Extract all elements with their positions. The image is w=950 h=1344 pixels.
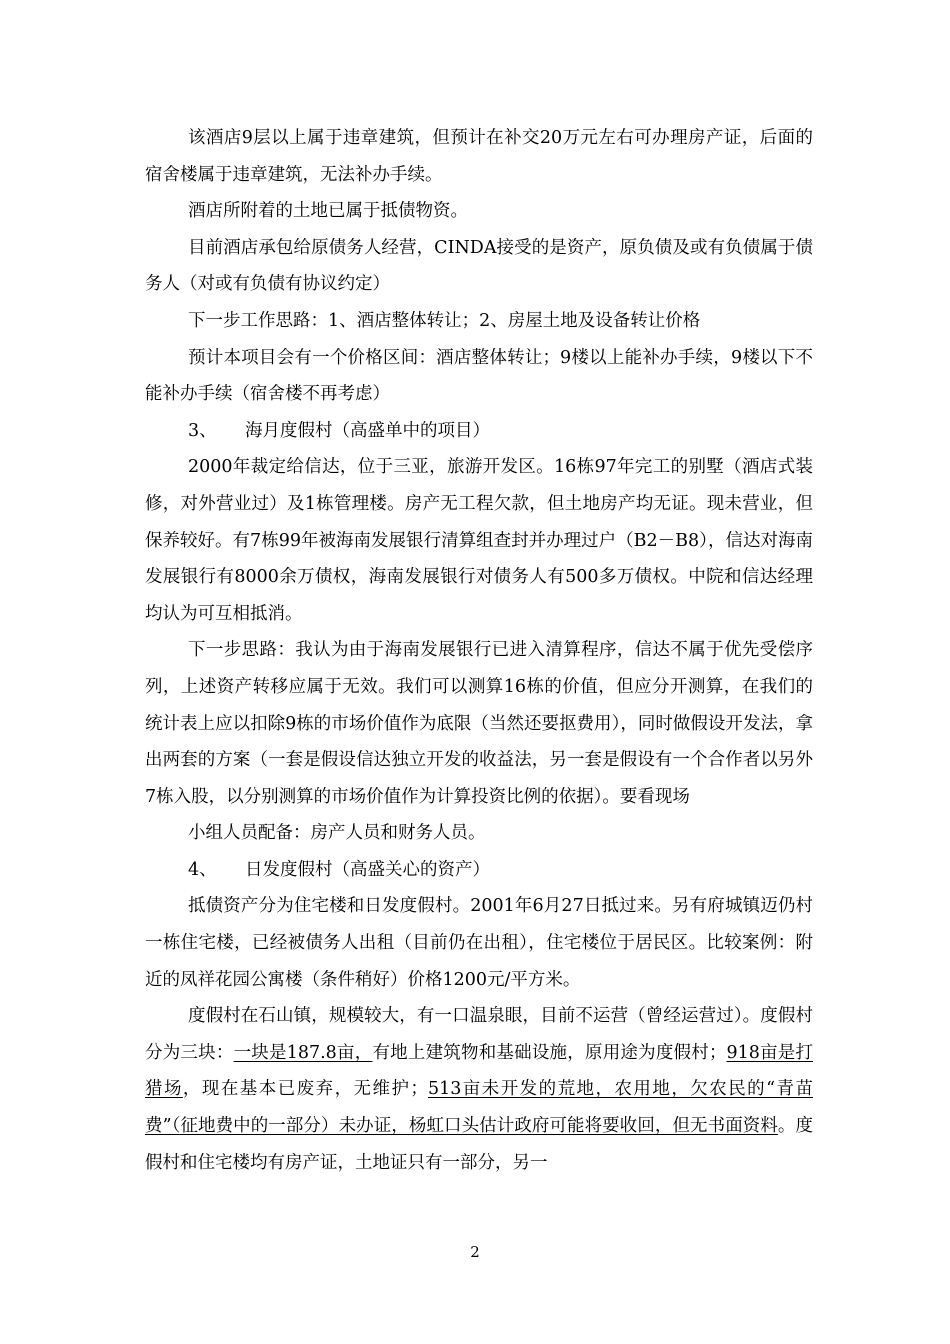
section-4-heading [145, 852, 813, 889]
text-run: 有地上建筑物和基础设施，原用途为度假村； [372, 1042, 727, 1063]
paragraph: 2000年裁定给信达，位于三亚，旅游开发区。16栋97年完工的别墅（酒店式装修，对外营业过）及1栋管理楼。房产无工程欠款，但土地房产均无证。现未营业，但保养较好。有7栋99年被海南发展银行清算组查封并办理过户（B2－B8），信达对海南发展银行有8000余万债权，海南发展银行对债务人有500多万债权。中院和信达经理均认为可互相抵消。 [145, 457, 813, 624]
page-number: 2 [470, 1243, 480, 1261]
paragraph: 该酒店9层以上属于违章建筑，但预计在补交20万元左右可办理房产证，后面的宿舍楼属于违章建筑，无法补办手续。 [145, 128, 813, 185]
paragraph: 预计本项目会有一个价格区间：酒店整体转让；9楼以上能补办手续，9楼以下不能补办手续（宿舍楼不再考虑） [145, 347, 813, 405]
underlined-text: 513亩未开发的荒地，农用地，欠农民的“青苗费”（征地费中的一部分）未办证，杨虹口头估计政府可能将要收回，但无书面资料 [145, 1079, 814, 1137]
section-number: 4、 [188, 859, 217, 880]
text-run: 度假村在石山镇，规模较大，有一口温泉眼，目前不运营（曾经运营过）。度假村分为三块： [145, 1006, 813, 1063]
paragraph: 抵债资产分为住宅楼和日发度假村。2001年6月27日抵过来。另有府城镇迈仍村一栋住宅楼，已经被债务人出租（目前仍在出租），住宅楼位于居民区。比较案例：附近的凤祥花园公寓楼（条件稍好）价格1200元/平方米。 [145, 896, 813, 990]
underlined-text: 918亩是打猎场 [145, 1042, 814, 1100]
paragraph: 小组人员配备：房产人员和财务人员。 [188, 823, 486, 844]
document-body [145, 120, 813, 1181]
paragraph: 目前酒店承包给原债务人经营，CINDA接受的是资产，原负债及或有负债属于债务人（对或有负债有协议约定） [145, 237, 813, 295]
paragraph: 酒店所附着的土地已属于抵债物资。 [188, 201, 468, 222]
section-title: 日发度假村（高盛关心的资产） [245, 859, 490, 880]
paragraph: 下一步工作思路：1、酒店整体转让；2、房屋土地及设备转让价格 [188, 310, 701, 331]
section-title: 海月度假村（高盛单中的项目） [245, 420, 490, 441]
text-run: ，现在基本已废弃，无维护； [182, 1079, 428, 1100]
section-3-heading [145, 413, 813, 450]
section-number: 3、 [188, 420, 217, 441]
underlined-text: 一块是187.8亩， [233, 1042, 373, 1063]
paragraph: 下一步思路：我认为由于海南发展银行已进入清算程序，信达不属于优先受偿序列，上述资产转移应属于无效。我们可以测算16栋的价值，但应分开测算，在我们的统计表上应以扣除9栋的市场价值作为底限（当然还要抠费用），同时做假设开发法，拿出两套的方案（一套是假设信达独立开发的收益法，另一套是假设有一个合作者以另外7栋入股，以分别测算的市场价值作为计算投资比例的依据）。要看现场 [145, 640, 813, 807]
text-run: 。度假村和住宅楼均有房产证，土地证只有一部分，另一 [145, 1116, 813, 1173]
paragraph [145, 998, 813, 1181]
